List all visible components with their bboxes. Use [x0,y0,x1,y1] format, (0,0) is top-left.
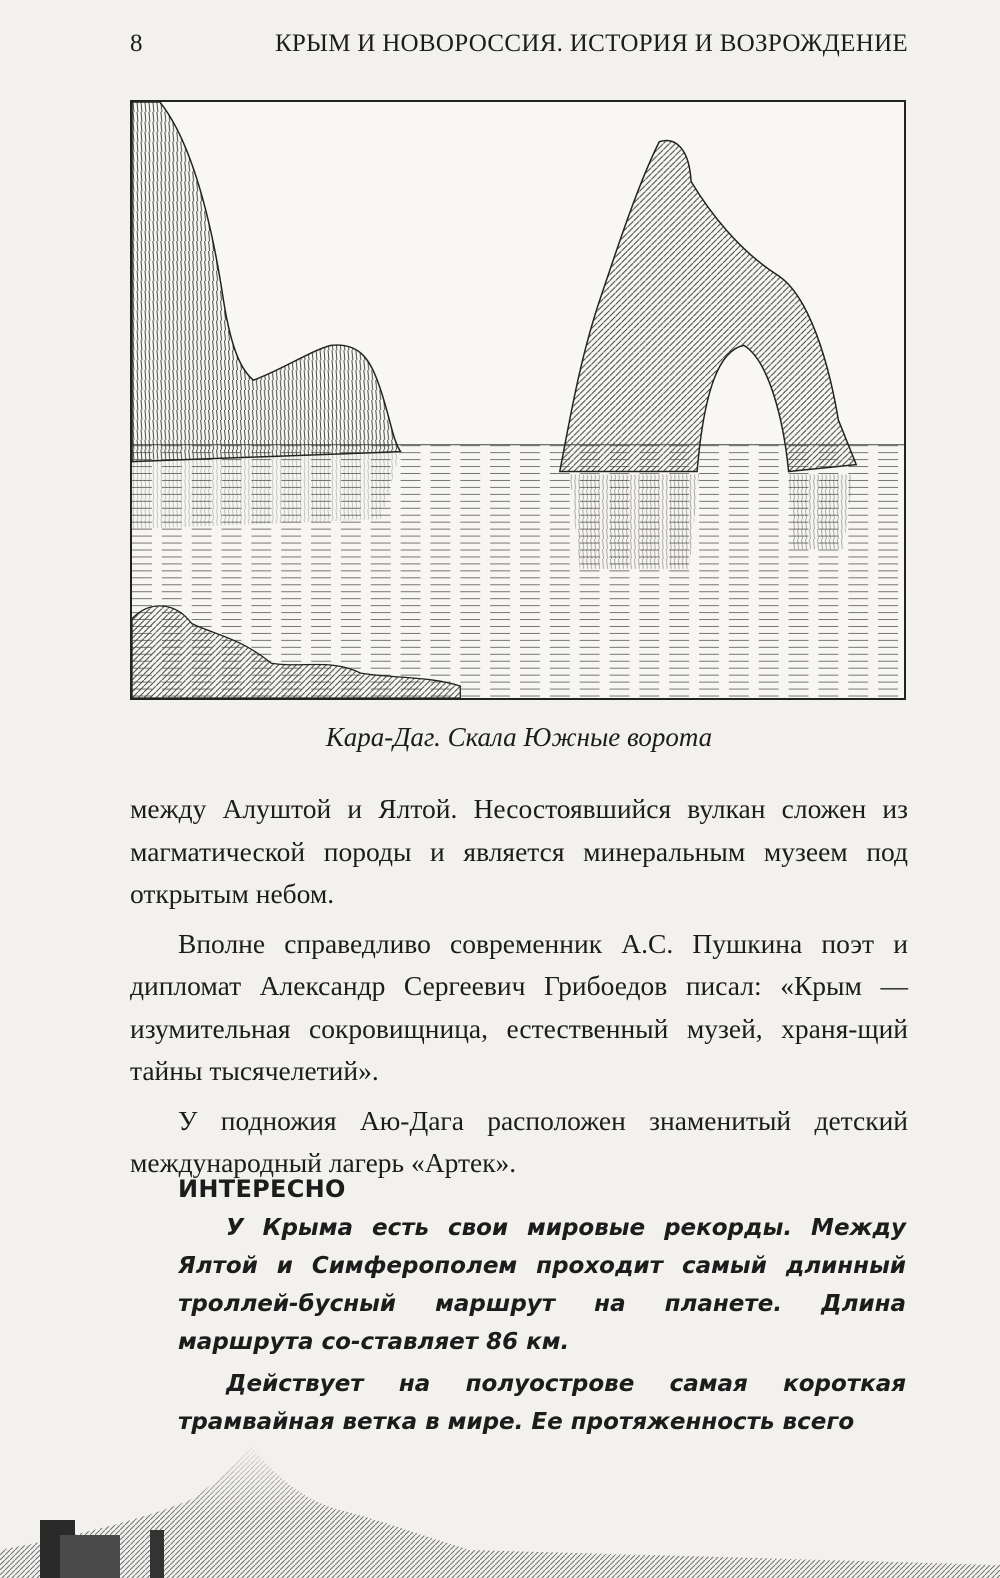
running-header [130,26,908,62]
page-number: 8 [130,30,143,57]
karadag-drawing [132,102,904,698]
interesting-box [178,1175,906,1445]
running-title: КРЫМ И НОВОРОССИЯ. ИСТОРИЯ И ВОЗРОЖДЕНИЕ [274,30,908,57]
illustration-karadag [130,100,906,700]
fortress-illustration [0,1440,1000,1578]
paragraph: Вполне справедливо современник А.С. Пушкина поэт и дипломат Александр Сергеевич Грибоедов писал: «Крым — изумительная сокровищница, естественный музей, храня-щий тайны тысячелетий». [130,927,908,1086]
body-text [130,788,908,1192]
paragraph: У подножия Аю-Дага расположен знаменитый детский международный лагерь «Артек». [130,1104,908,1178]
interesting-paragraph: Действует на полуострове самая короткая трамвайная ветка в мире. Ее протяженность всего [178,1371,906,1435]
interesting-title: ИНТЕРЕСНО [178,1175,346,1203]
interesting-paragraph: У Крыма есть свои мировые рекорды. Между Ялтой и Симферополем проходит самый длинный троллей-бусный маршрут на планете. Длина маршрута со-ставляет 86 км. [178,1215,906,1355]
figure-caption: Кара-Даг. Скала Южные ворота [325,722,713,752]
paragraph: между Алуштой и Ялтой. Несостоявшийся вулкан сложен из магматической породы и является минеральным музеем под открытым небом. [130,793,908,909]
fortress-drawing [0,1440,1000,1578]
